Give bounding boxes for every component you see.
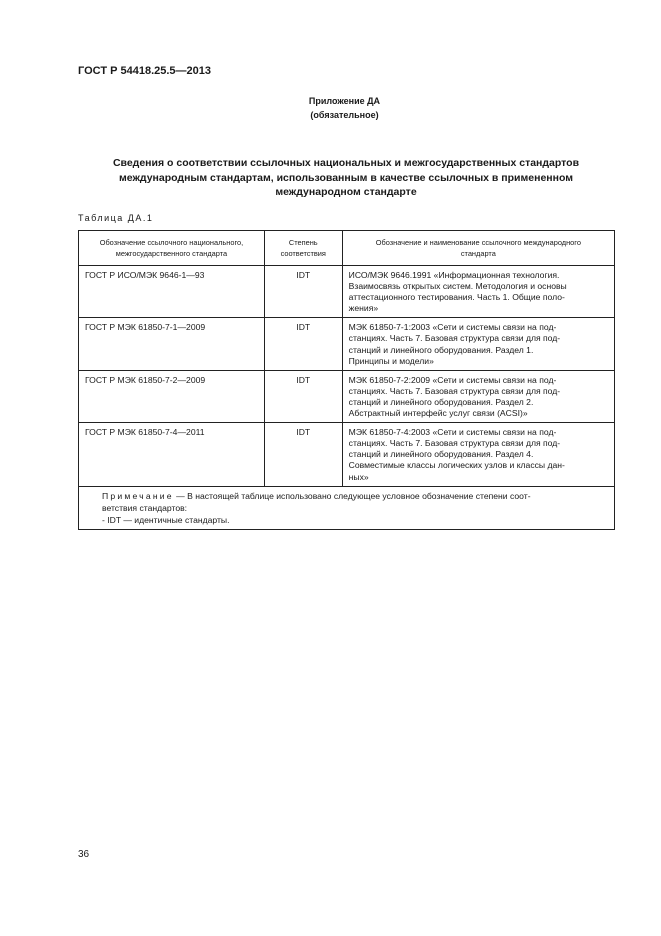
- national-standard-cell: ГОСТ Р МЭК 61850-7-2—2009: [79, 370, 265, 422]
- header-text: Обозначение и наименование ссылочного международного: [375, 238, 581, 247]
- cell-line: ИСО/МЭК 9646.1991 «Информационная технология.: [348, 270, 560, 280]
- cell-line: аттестационного тестирования. Часть 1. Общие поло-: [348, 292, 565, 303]
- table-row: [79, 370, 615, 422]
- international-standard-cell: [342, 423, 614, 486]
- note-line: ветствия стандартов:: [102, 502, 188, 513]
- header-text: Степень: [288, 238, 318, 247]
- compliance-degree-cell: IDT: [264, 370, 342, 422]
- cell-line: станциях. Часть 7. Базовая структура связи для под-: [348, 333, 561, 344]
- cell-line: МЭК 61850-7-2:2009 «Сети и системы связи на под-: [348, 374, 557, 385]
- cell-line: Принципы и модели»: [348, 355, 434, 366]
- section-title: [78, 156, 614, 200]
- note-lead: Примечание: [102, 490, 174, 501]
- header-international-standard: [342, 231, 614, 266]
- cell-line: Взаимосвязь открытых систем. Методология и основы: [348, 281, 567, 292]
- document-code: ГОСТ Р 54418.25.5—2013: [78, 65, 212, 77]
- section-title-line: международным стандартам, использованным в качестве ссылочных в примененном: [118, 171, 574, 184]
- header-text: Обозначение ссылочного национального,: [99, 238, 244, 247]
- note-line: [102, 490, 592, 502]
- header-compliance-degree: [264, 231, 342, 266]
- cell-line: Абстрактный интерфейс услуг связи (ACSI)»: [348, 408, 528, 419]
- page-number: 36: [78, 849, 90, 860]
- header-text: межгосударственного стандарта: [115, 249, 228, 258]
- cell-line: МЭК 61850-7-4:2003 «Сети и системы связи на под-: [348, 427, 557, 438]
- compliance-degree-cell: IDT: [264, 423, 342, 486]
- cell-line: МЭК 61850-7-1:2003 «Сети и системы связи на под-: [348, 322, 557, 333]
- cell-line: станций и линейного оборудования. Раздел 2.: [348, 396, 534, 407]
- section-title-line: Сведения о соответствии ссылочных национальных и межгосударственных стандартов: [112, 157, 580, 169]
- table-label: Таблица ДА.1: [78, 213, 154, 223]
- cell-line: станций и линейного оборудования. Раздел 1.: [348, 344, 534, 355]
- national-standard-cell: ГОСТ Р МЭК 61850-7-1—2009: [79, 318, 265, 370]
- section-title-line: международном стандарте: [275, 186, 417, 198]
- cell-line: станциях. Часть 7. Базовая структура связи для под-: [348, 385, 561, 396]
- international-standard-cell: [342, 370, 614, 422]
- table-header-row: [79, 231, 615, 266]
- international-standard-cell: [342, 266, 614, 318]
- compliance-degree-cell: IDT: [264, 266, 342, 318]
- cell-line: ных»: [348, 471, 369, 482]
- cell-line: станциях. Часть 7. Базовая структура связи для под-: [348, 438, 561, 449]
- appendix-status: (обязательное): [310, 110, 379, 120]
- appendix-title: Приложение ДА: [308, 96, 381, 106]
- header-text: соответствия: [280, 249, 326, 258]
- table-row: [79, 266, 615, 318]
- national-standard-cell: ГОСТ Р ИСО/МЭК 9646-1—93: [79, 266, 265, 318]
- compliance-degree-cell: IDT: [264, 318, 342, 370]
- cell-line: Совместимые классы логических узлов и классы дан-: [348, 460, 565, 471]
- national-standard-cell: ГОСТ Р МЭК 61850-7-4—2011: [79, 423, 265, 486]
- table-note: [79, 486, 615, 530]
- correspondence-table: [78, 230, 615, 530]
- note-line: - IDT — идентичные стандарты.: [102, 515, 230, 525]
- note-text: — В настоящей таблице использовано следующее условное обозначение степени соот-: [173, 490, 531, 501]
- table-row: [79, 423, 615, 486]
- header-national-standard: [79, 231, 265, 266]
- appendix-heading: [0, 94, 661, 122]
- international-standard-cell: [342, 318, 614, 370]
- table-row: [79, 318, 615, 370]
- cell-line: жения»: [348, 303, 379, 314]
- cell-line: станций и линейного оборудования. Раздел 4.: [348, 449, 534, 460]
- table-note-row: [79, 486, 615, 530]
- header-text: стандарта: [460, 249, 496, 258]
